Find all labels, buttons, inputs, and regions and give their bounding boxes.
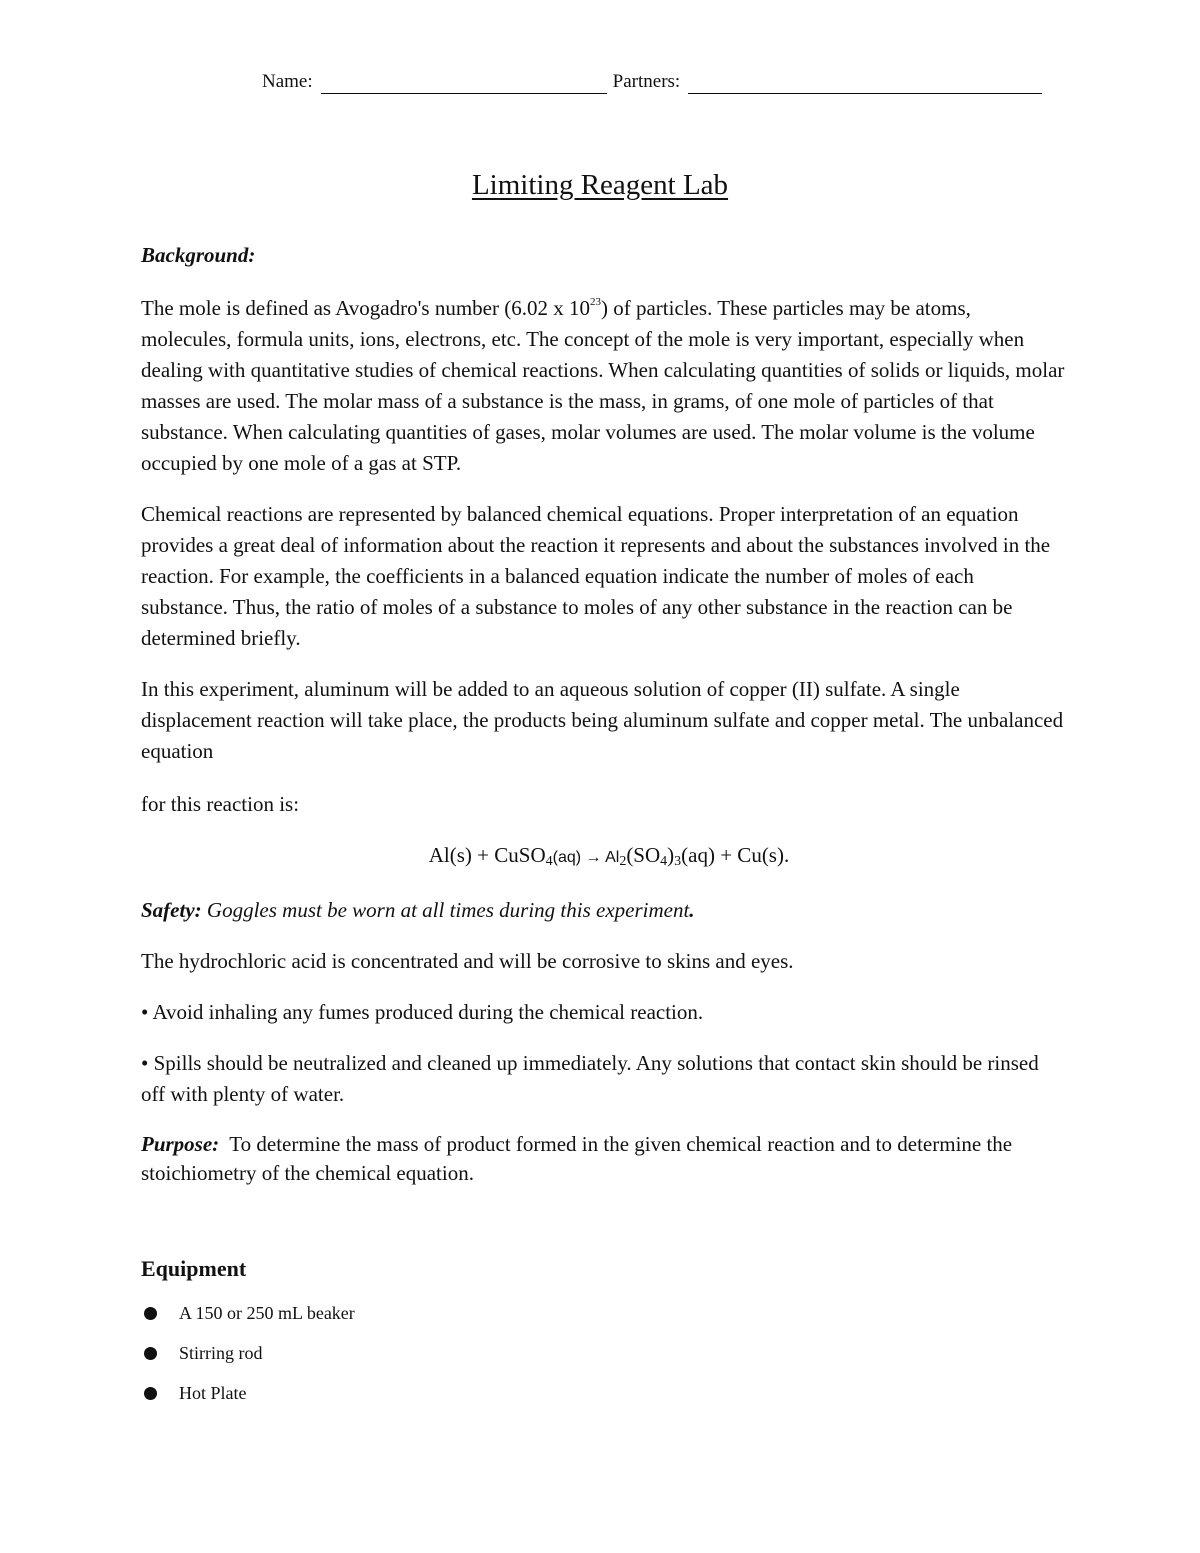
p1-text-before: The mole is defined as Avogadro's number (6.02 x 10	[141, 296, 590, 320]
purpose-paragraph	[141, 1130, 1065, 1188]
equation-part: )	[667, 843, 675, 867]
equation-part: (aq) + Cu(s).	[681, 843, 790, 867]
background-paragraph-4: for this reaction is:	[141, 792, 300, 816]
bullet-icon	[144, 1387, 157, 1400]
list-item	[141, 1373, 741, 1413]
equipment-item-label: Stirring rod	[179, 1342, 263, 1363]
avogadro-exponent: 23	[589, 296, 601, 308]
equation-subscript: 4	[660, 854, 668, 869]
equation-part: (SO	[626, 843, 661, 867]
equation-subscript: 3	[674, 854, 682, 869]
partners-blank[interactable]	[688, 75, 1042, 94]
bullet-icon	[144, 1347, 157, 1360]
chemical-equation	[141, 840, 1065, 873]
background-paragraph-1	[141, 293, 1065, 479]
safety-line	[141, 895, 1065, 926]
name-label: Name:	[262, 71, 313, 92]
p1-text-after: ) of particles. These particles may be atoms, molecules, formula units, ions, electrons, etc. The concept of the mole is very important, especially when dealing with quantitative studies of chemical reactions. When calculating quantities of solids or liquids, molar masses are used. The molar mass of a substance is the mass, in grams, of one mole of particles of that substance. When calculating quantities of gases, molar volumes are used. The molar volume is the volume occupied by one mole of a gas at STP.	[141, 296, 1065, 475]
page-title: Limiting Reagent Lab	[471, 169, 729, 201]
background-paragraph-3: In this experiment, aluminum will be added to an aqueous solution of copper (II) sulfate. A single displacement reaction will take place, the products being aluminum sulfate and copper metal. The unbalanced equation	[141, 677, 1064, 763]
name-blank[interactable]	[321, 75, 607, 94]
bullet-icon	[144, 1307, 157, 1320]
list-item	[141, 1293, 741, 1333]
safety-bullet-spills: • Spills should be neutralized and cleaned up immediately. Any solutions that contact skin should be rinsed off with plenty of water.	[141, 1051, 1039, 1106]
list-item	[141, 1333, 741, 1373]
equipment-item-label: A 150 or 250 mL beaker	[179, 1302, 355, 1323]
purpose-label: Purpose:	[141, 1132, 220, 1156]
partners-label: Partners:	[612, 71, 681, 92]
safety-acid-warning: The hydrochloric acid is concentrated and will be corrosive to skins and eyes.	[141, 949, 794, 973]
equipment-item-label: Hot Plate	[179, 1382, 247, 1403]
header-line	[262, 70, 1042, 94]
safety-text: Goggles must be worn at all times during this experiment	[201, 898, 690, 922]
equation-subscript: 2	[619, 854, 627, 869]
safety-period: .	[689, 898, 695, 922]
equation-subscript: 4	[545, 854, 553, 869]
equipment-heading: Equipment	[141, 1256, 247, 1281]
safety-bullet-fumes: • Avoid inhaling any fumes produced during the chemical reaction.	[141, 1000, 704, 1024]
background-paragraph-2: Chemical reactions are represented by balanced chemical equations. Proper interpretation of an equation provides a great deal of information about the reaction it represents and about the substances involved in the reaction. For example, the coefficients in a balanced equation indicate the number of moles of each substance. Thus, the ratio of moles of a substance to moles of any other substance in the reaction can be determined briefly.	[141, 502, 1051, 650]
main-content	[141, 240, 1065, 1188]
equation-part: (aq) → Al	[552, 849, 620, 866]
equipment-section	[141, 1255, 741, 1413]
purpose-text: To determine the mass of product formed in the given chemical reaction and to determine the stoichiometry of the chemical equation.	[141, 1132, 1018, 1185]
background-label: Background:	[141, 243, 256, 267]
safety-label: Safety:	[141, 898, 202, 922]
equipment-list	[141, 1293, 741, 1413]
equation-part: Al(s) + CuSO	[428, 843, 546, 867]
background-heading	[141, 240, 1065, 271]
